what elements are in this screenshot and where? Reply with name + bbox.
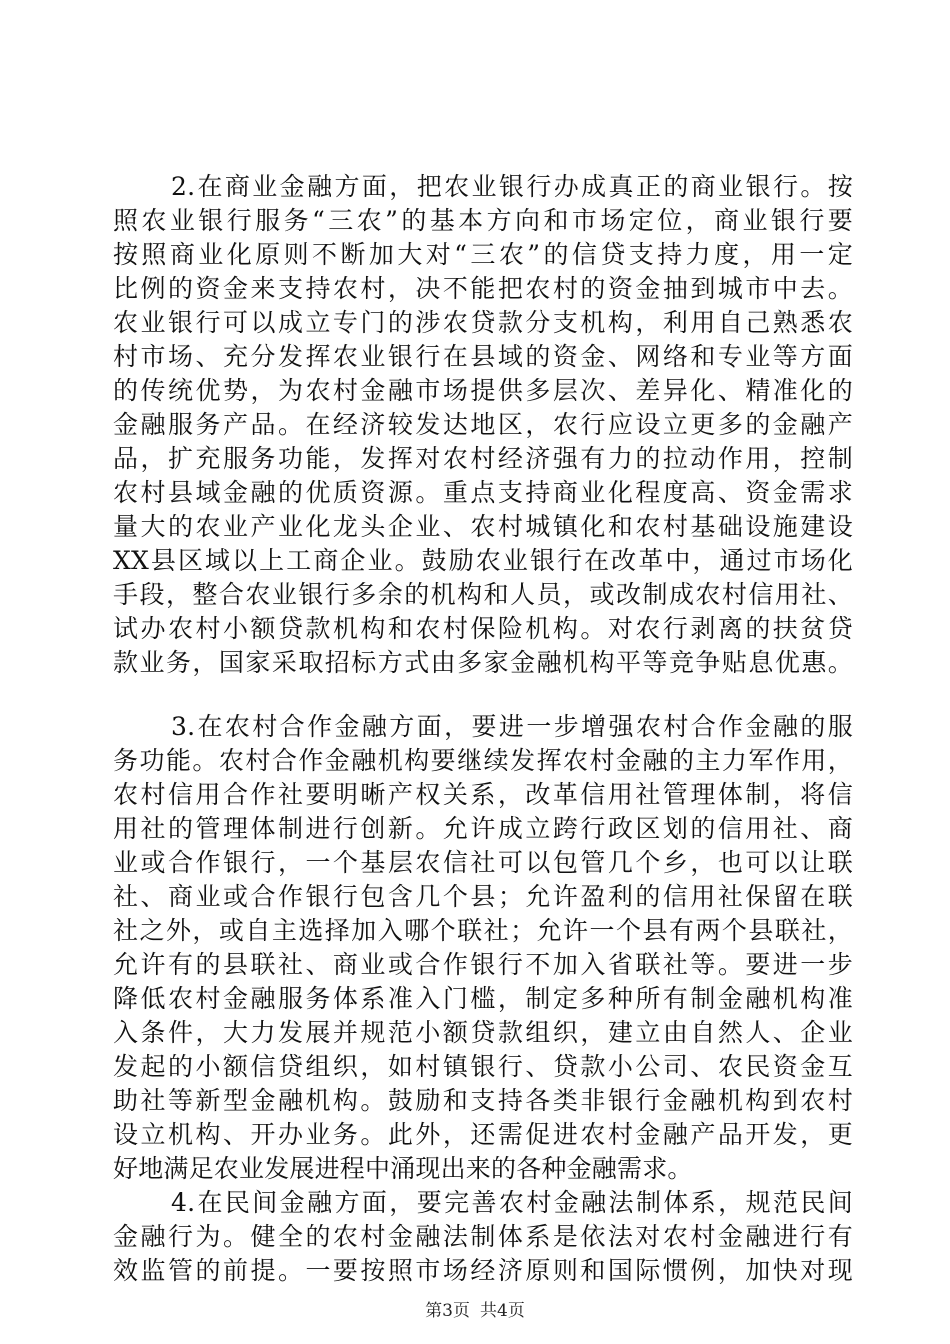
paragraph-line: 金融服务产品。在经济较发达地区，农行应设立更多的金融产 — [113, 410, 853, 439]
paragraph-line: 入条件，大力发展并规范小额贷款组织，建立由自然人、企业 — [113, 1018, 853, 1047]
paragraph-line: 手段，整合农业银行多余的机构和人员，或改制成农村信用社、 — [113, 580, 853, 609]
paragraph-line: 3.在农村合作金融方面，要进一步增强农村合作金融的服 — [171, 712, 853, 741]
page-number: 第3页 — [425, 1301, 470, 1321]
paragraph-line: 试办农村小额贷款机构和农村保险机构。对农行剥离的扶贫贷 — [113, 614, 853, 643]
paragraph-line: 金融行为。健全的农村金融法制体系是依法对农村金融进行有 — [113, 1222, 853, 1251]
paragraph-line: 农业银行可以成立专门的涉农贷款分支机构，利用自己熟悉农 — [113, 308, 853, 337]
paragraph-3 — [113, 710, 853, 1186]
paragraph-line: 品，扩充服务功能，发挥对农村经济强有力的拉动作用，控制 — [113, 444, 853, 473]
paragraph-line: 设立机构、开办业务。此外，还需促进农村金融产品开发，更 — [113, 1120, 853, 1149]
paragraph-line: 用社的管理体制进行创新。允许成立跨行政区划的信用社、商 — [113, 814, 853, 843]
paragraph-line: 允许有的县联社、商业或合作银行不加入省联社等。要进一步 — [113, 950, 853, 979]
paragraph-line: 农村县域金融的优质资源。重点支持商业化程度高、资金需求 — [113, 478, 853, 507]
paragraph-line: 助社等新型金融机构。鼓励和支持各类非银行金融机构到农村 — [113, 1086, 853, 1115]
paragraph-line: 降低农村金融服务体系准入门槛，制定多种所有制金融机构准 — [113, 984, 853, 1013]
paragraph-line: 4.在民间金融方面，要完善农村金融法制体系，规范民间 — [171, 1188, 853, 1217]
paragraph-line: 照农业银行服务“三农”的基本方向和市场定位，商业银行要 — [113, 206, 853, 235]
paragraph-line: 2.在商业金融方面，把农业银行办成真正的商业银行。按 — [171, 172, 853, 201]
page-footer — [0, 1300, 950, 1322]
paragraph-line: 按照商业化原则不断加大对“三农”的信贷支持力度，用一定 — [113, 240, 853, 269]
document-body — [113, 170, 853, 1288]
paragraph-line: XX县区域以上工商企业。鼓励农业银行在改革中，通过市场化 — [113, 546, 853, 575]
paragraph-line: 的传统优势，为农村金融市场提供多层次、差异化、精准化的 — [113, 376, 853, 405]
paragraph-line: 村市场、充分发挥农业银行在县域的资金、网络和专业等方面 — [113, 342, 853, 371]
paragraph-line: 比例的资金来支持农村，决不能把农村的资金抽到城市中去。 — [113, 274, 853, 303]
paragraph-4 — [113, 1186, 853, 1288]
paragraph-line: 发起的小额信贷组织，如村镇银行、贷款小公司、农民资金互 — [113, 1052, 853, 1081]
paragraph-line: 效监管的前提。一要按照市场经济原则和国际惯例，加快对现 — [113, 1256, 853, 1285]
paragraph-line: 社、商业或合作银行包含几个县；允许盈利的信用社保留在联 — [113, 882, 853, 911]
paragraph-line: 好地满足农业发展进程中涌现出来的各种金融需求。 — [113, 1154, 693, 1183]
paragraph-line: 量大的农业产业化龙头企业、农村城镇化和农村基础设施建设 — [113, 512, 853, 541]
paragraph-line: 款业务，国家采取招标方式由多家金融机构平等竞争贴息优惠。 — [113, 648, 853, 677]
paragraph-line: 务功能。农村合作金融机构要继续发挥农村金融的主力军作用， — [113, 746, 853, 775]
paragraph-line: 社之外，或自主选择加入哪个联社；允许一个县有两个县联社， — [113, 916, 853, 945]
paragraph-2 — [113, 170, 853, 680]
page-total: 共4页 — [480, 1301, 525, 1321]
paragraph-line: 农村信用合作社要明晰产权关系，改革信用社管理体制，将信 — [113, 780, 853, 809]
paragraph-spacer — [113, 680, 853, 710]
paragraph-line: 业或合作银行，一个基层农信社可以包管几个乡，也可以让联 — [113, 848, 853, 877]
